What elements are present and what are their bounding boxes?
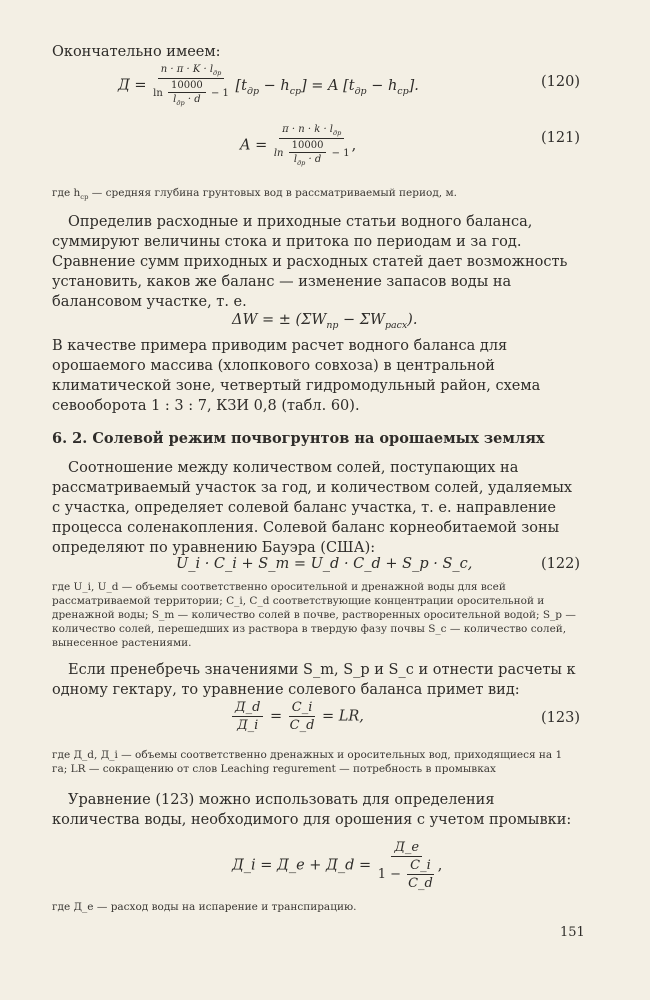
intro-text: Окончательно имеем: xyxy=(52,44,221,60)
note-variables-123: где Д_d, Д_i — объемы соответственно дренажных и оросительных вод, приходящиеся на 1 га; LR — сокращению от слов Leaching regurement — потребность в промывках xyxy=(52,749,563,775)
equation-121: A = $\pi \cdot n \cdot k \cdot l_{др}$ ln $\frac{10000}{l_{др} \cdot d}$ − 1 , xyxy=(240,124,357,167)
note-variables-122: где U_i, U_d — объемы соответственно оросительной и дренажной воды для всей рассматриваемой территории; C_i, C_d соответствующие концентрации оросительной и дренажной воды; S_m — количество солей в почве, растворенных оросительной водой; S_p — количество солей, перешедших из раствора в твердую фазу почвы S_c — количество солей, вынесенное растениями. xyxy=(52,581,576,649)
equation-122: U_i · C_i + S_m = U_d · C_d + S_p · S_c, xyxy=(176,556,473,572)
note-hcp: где $h_{ср}$ — средняя глубина грунтовых вод в рассматриваемый период, м. xyxy=(52,187,457,202)
section-heading: 6. 2. Солевой режим почвогрунтов на орошаемых землях xyxy=(52,430,545,447)
note-evaporation: где Д_e — расход воды на испарение и транспирацию. xyxy=(52,901,357,913)
equation-120: Д = $n \cdot \pi \cdot K \cdot l_{др}$ ln $\frac{10000}{l_{др} \cdot d}$ − 1 $[t_{др} - h_{ср}] = A$ $[t_{др} - h_{ср}]$. xyxy=(118,64,419,107)
equation-120-number: (120) xyxy=(541,74,580,90)
equation-122-number: (122) xyxy=(541,556,580,572)
page-number: 151 xyxy=(560,925,585,940)
paragraph-simplify: Если пренебречь значениями S_m, S_p и S_c и отнести расчеты к одному гектару, то уравнение солевого баланса примет вид: xyxy=(52,662,576,698)
equation-121-number: (121) xyxy=(541,130,580,146)
equation-123-number: (123) xyxy=(541,710,580,726)
equation-irrigation: Д_i = Д_e + Д_d = Д_e 1 − $\frac{C\_i}{C\_d}$ , xyxy=(232,840,443,891)
paragraph-example: В качестве примера приводим расчет водного баланса для орошаемого массива (хлопкового совхоза) в центральной климатической зоне, четвертый гидромодульный район, схема севооборота 1 : 3 : 7, КЗИ 0,8 (табл. 60). xyxy=(52,338,541,414)
paragraph-irrigation: Уравнение (123) можно использовать для определения количества воды, необходимого для орошения с учетом промывки: xyxy=(52,792,572,828)
paragraph-salt-balance: Соотношение между количеством солей, поступающих на рассматриваемый участок за год, и количеством солей, удаляемых с участка, определяет солевой баланс участка, т. е. направление процесса соленакопления. Солевой баланс корнеобитаемой зоны определяют по уравнению Бауэра (США): xyxy=(52,460,573,556)
equation-123: $\frac{Д\_d}{Д\_i}$ = $\frac{C\_i}{C\_d}$ = LR, xyxy=(230,700,364,733)
equation-balance: ΔW = ± $(\Sigma W_{пр} - \Sigma W_{расх})$. xyxy=(232,312,418,331)
paragraph-water-balance: Определив расходные и приходные статьи водного баланса, суммируют величины стока и притока по периодам и за год. Сравнение сумм приходных и расходных статей дает возможность установить, каков же баланс — изменение запасов воды на балансовом участке, т. е. xyxy=(52,214,568,310)
